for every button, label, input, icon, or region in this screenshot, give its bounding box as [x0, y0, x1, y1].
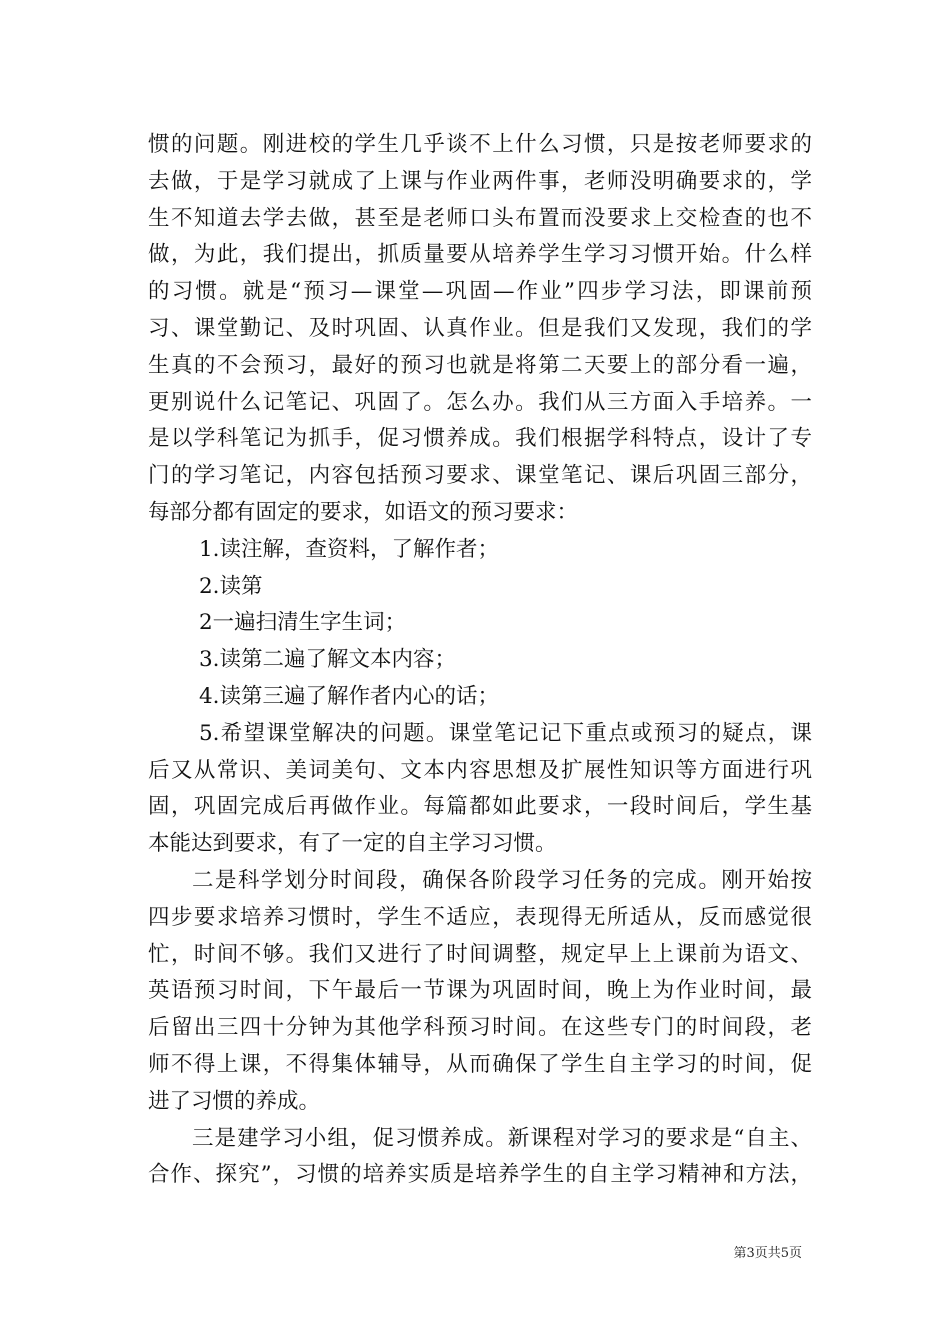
text-line: 四步要求培养习惯时，学生不适应，表现得无所适从，反而感觉很 — [148, 904, 812, 930]
text-line: 3.读第二遍了解文本内容； — [199, 647, 457, 673]
text-line: 门的学习笔记，内容包括预习要求、课堂笔记、课后巩固三部分， — [148, 463, 812, 489]
text-line: 更别说什么记笔记、巩固了。怎么办。我们从三方面入手培养。一 — [148, 389, 812, 415]
text-line: 4.读第三遍了解作者内心的话； — [199, 683, 500, 709]
text-line: 生真的不会预习，最好的预习也就是将第二天要上的部分看一遍， — [148, 352, 812, 378]
page-number-footer: 第3页共5页 — [733, 1246, 802, 1261]
text-line: 后留出三四十分钟为其他学科预习时间。在这些专门的时间段，老 — [148, 1015, 812, 1041]
text-line: 师不得上课，不得集体辅导，从而确保了学生自主学习的时间，促 — [148, 1051, 812, 1077]
text-line: 每部分都有固定的要求，如语文的预习要求： — [148, 499, 579, 525]
text-line: 本能达到要求，有了一定的自主学习习惯。 — [148, 831, 557, 857]
text-line: 惯的问题。刚进校的学生几乎谈不上什么习惯，只是按老师要求的 — [148, 132, 812, 157]
document-body — [148, 127, 812, 1194]
text-line: 做，为此，我们提出，抓质量要从培养学生学习习惯开始。什么样 — [148, 242, 812, 268]
text-line: 固，巩固完成后再做作业。每篇都如此要求，一段时间后，学生基 — [148, 794, 812, 820]
text-line: 去做，于是学习就成了上课与作业两件事，老师没明确要求的，学 — [148, 168, 812, 194]
text-line: 忙，时间不够。我们又进行了时间调整，规定早上上课前为语文、 — [148, 941, 812, 967]
text-line: 二是科学划分时间段，确保各阶段学习任务的完成。刚开始按 — [192, 867, 812, 893]
text-line: 进了习惯的养成。 — [148, 1088, 321, 1114]
text-line: 三是建学习小组，促习惯养成。新课程对学习的要求是“自主、 — [192, 1125, 812, 1151]
text-line: 2一遍扫清生字生词； — [199, 610, 407, 636]
text-line: 合作、探究”，习惯的培养实质是培养学生的自主学习精神和方法， — [148, 1162, 812, 1188]
text-line: 1.读注解，查资料，了解作者； — [199, 536, 500, 562]
text-line: 生不知道去学去做，甚至是老师口头布置而没要求上交检查的也不 — [148, 205, 812, 231]
text-line: 5.希望课堂解决的问题。课堂笔记记下重点或预习的疑点，课 — [199, 720, 812, 746]
text-line: 的习惯。就是“预习—课堂—巩固—作业”四步学习法，即课前预 — [148, 279, 812, 305]
text-line: 英语预习时间，下午最后一节课为巩固时间，晚上为作业时间，最 — [148, 978, 812, 1004]
text-line: 是以学科笔记为抓手，促习惯养成。我们根据学科特点，设计了专 — [148, 426, 812, 452]
text-line: 习、课堂勤记、及时巩固、认真作业。但是我们又发现，我们的学 — [148, 315, 812, 341]
text-line: 2.读第 — [199, 573, 263, 599]
text-line: 后又从常识、美词美句、文本内容思想及扩展性知识等方面进行巩 — [148, 757, 812, 783]
